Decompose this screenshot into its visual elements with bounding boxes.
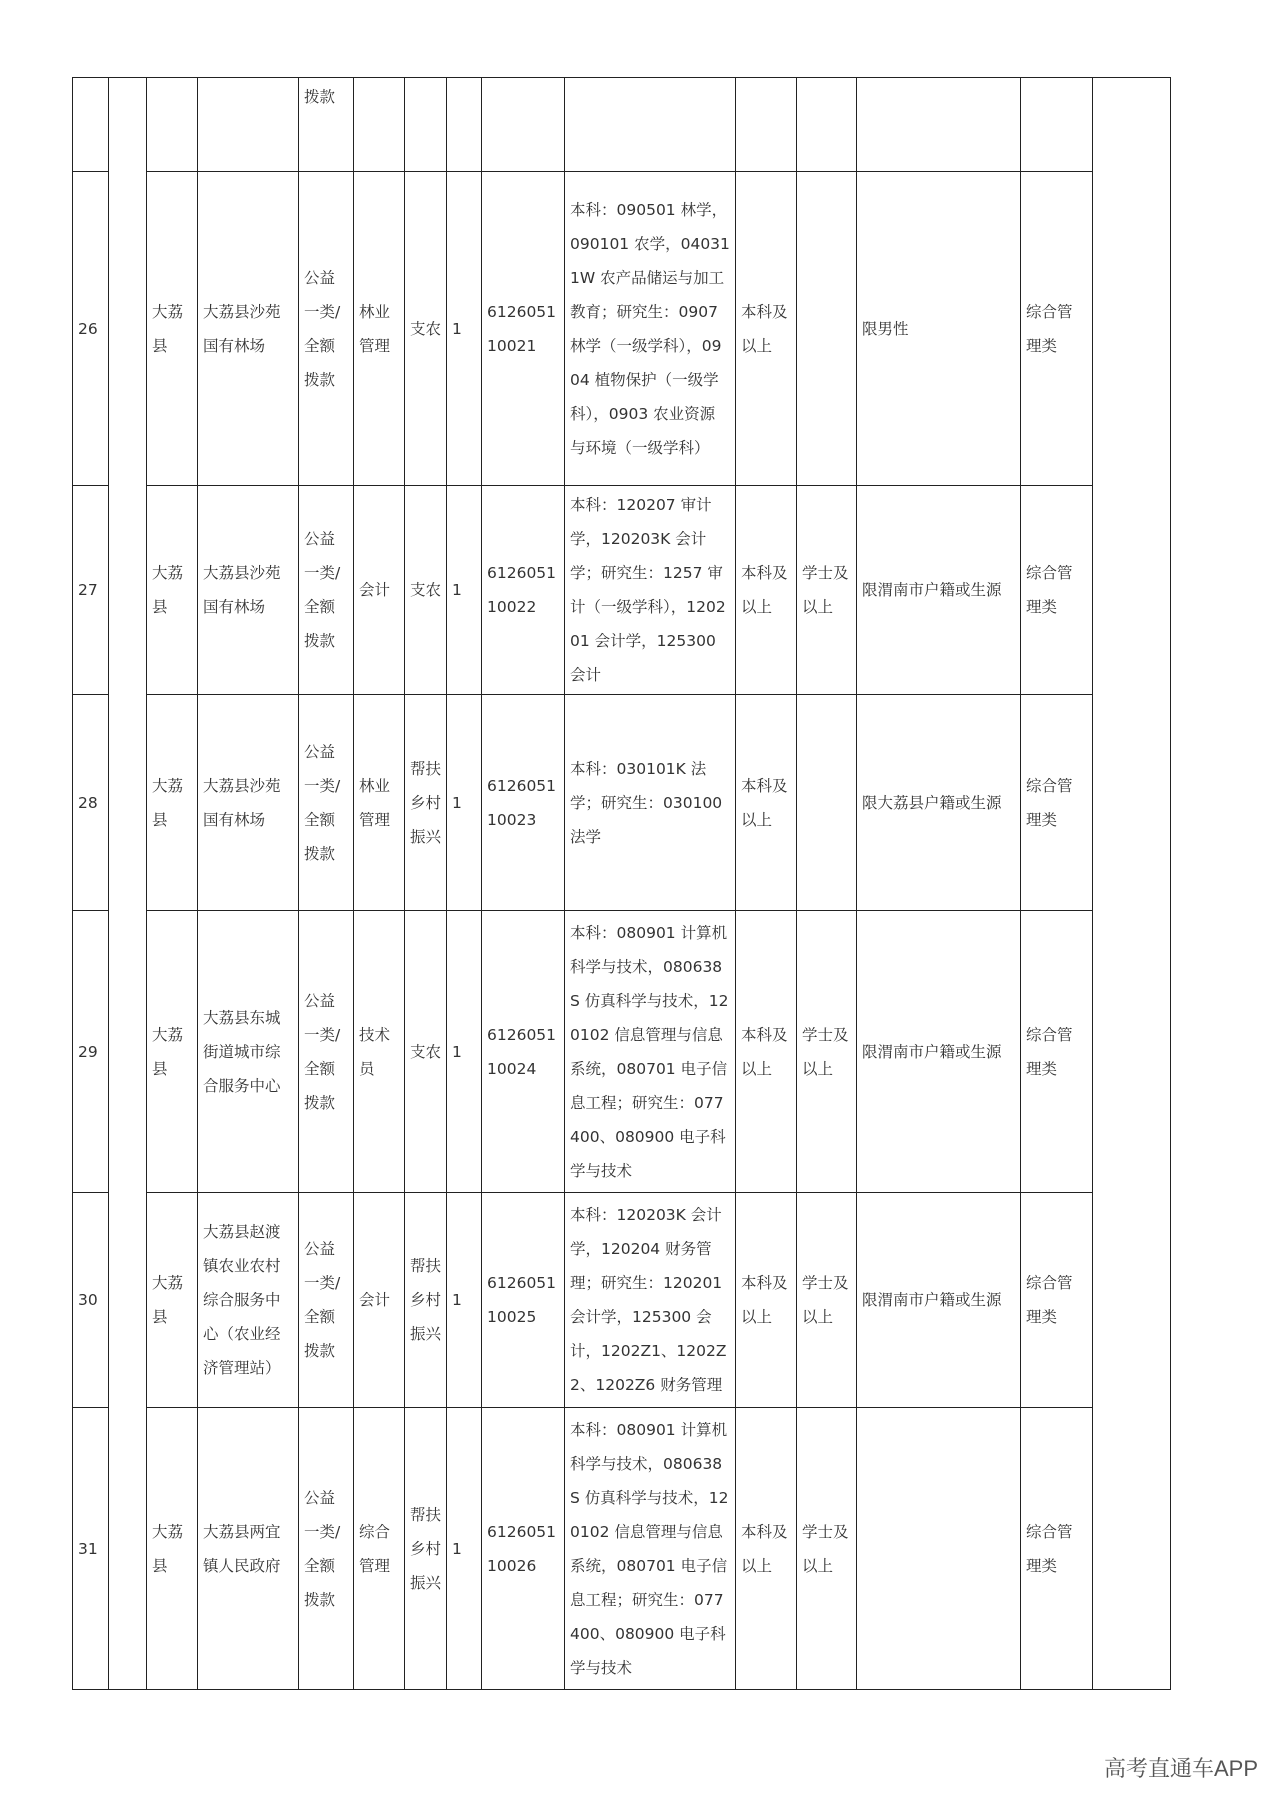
cell-position: 会计 [354,1193,405,1408]
cell-county: 大荔县 [147,1408,198,1690]
cell-degree: 学士及以上 [797,1408,857,1690]
cell-unit: 大荔县沙苑国有林场 [198,695,299,911]
table-row [73,172,1171,486]
cell-category: 综合管理类 [1021,1193,1093,1408]
cell-plan: 帮扶乡村振兴 [405,695,447,911]
cell-no: 26 [73,172,109,486]
cell-other: 限渭南市户籍或生源 [857,1193,1021,1408]
cell-degree [797,695,857,911]
cell-major: 本科：090501 林学，090101 农学，040311W 农产品储运与加工教育；研究生：0907 林学（一级学科），0904 植物保护（一级学科），0903 农业资源与环境（一级学科） [565,172,736,486]
cell-plan: 帮扶乡村振兴 [405,1193,447,1408]
cell-count: 1 [447,172,482,486]
cell-plan: 支农 [405,172,447,486]
cell-no [73,78,109,172]
cell-county: 大荔县 [147,911,198,1193]
job-table [72,77,1171,1690]
cell-count: 1 [447,911,482,1193]
cell-unit-type: 公益一类/全额拨款 [299,1408,354,1690]
cell-category: 综合管理类 [1021,911,1093,1193]
cell-no: 27 [73,486,109,695]
cell-code: 612605110024 [482,911,565,1193]
cell-no: 29 [73,911,109,1193]
cell-county [147,78,198,172]
cell-position: 技术员 [354,911,405,1193]
cell-code: 612605110023 [482,695,565,911]
cell-category [1021,78,1093,172]
watermark: 高考直通车APP [1103,1756,1258,1781]
cell-code: 612605110026 [482,1408,565,1690]
cell-education: 本科及以上 [736,172,797,486]
cell-major: 本科：030101K 法学；研究生：030100 法学 [565,695,736,911]
cell-unit-type: 公益一类/全额拨款 [299,695,354,911]
cell-plan: 支农 [405,486,447,695]
cell-position: 林业管理 [354,172,405,486]
cell-plan [405,78,447,172]
cell-unit: 大荔县沙苑国有林场 [198,486,299,695]
cell-unit-type: 拨款 [299,78,354,172]
cell-unit-type: 公益一类/全额拨款 [299,486,354,695]
table-row [73,1193,1171,1408]
cell-code: 612605110025 [482,1193,565,1408]
cell-no: 31 [73,1408,109,1690]
cell-unit-type: 公益一类/全额拨款 [299,911,354,1193]
cell-code: 612605110021 [482,172,565,486]
cell-other [857,78,1021,172]
cell-other: 限渭南市户籍或生源 [857,486,1021,695]
cell-plan: 帮扶乡村振兴 [405,1408,447,1690]
cell-degree: 学士及以上 [797,911,857,1193]
cell-education: 本科及以上 [736,1193,797,1408]
cell-no: 30 [73,1193,109,1408]
cell-major [565,78,736,172]
cell-code [482,78,565,172]
cell-unit: 大荔县沙苑国有林场 [198,172,299,486]
cell-unit-type: 公益一类/全额拨款 [299,172,354,486]
cell-county: 大荔县 [147,172,198,486]
cell-count: 1 [447,1193,482,1408]
cell-unit: 大荔县赵渡镇农业农村综合服务中心（农业经济管理站） [198,1193,299,1408]
cell-degree [797,172,857,486]
cell-education: 本科及以上 [736,486,797,695]
cell-education [736,78,797,172]
cell-position: 林业管理 [354,695,405,911]
cell-unit: 大荔县两宜镇人民政府 [198,1408,299,1690]
cell-major: 本科：080901 计算机科学与技术，080638S 仿真科学与技术，120102 信息管理与信息系统，080701 电子信息工程；研究生：077400、080900 电子科学与技术 [565,911,736,1193]
cell-major: 本科：120207 审计学，120203K 会计学；研究生：1257 审计（一级学科），120201 会计学，125300 会计 [565,486,736,695]
cell-degree: 学士及以上 [797,1193,857,1408]
table-row [73,486,1171,695]
cell-education: 本科及以上 [736,695,797,911]
cell-count: 1 [447,695,482,911]
cell-other: 限渭南市户籍或生源 [857,911,1021,1193]
cell-no: 28 [73,695,109,911]
cell-county: 大荔县 [147,695,198,911]
cell-category: 综合管理类 [1021,695,1093,911]
cell-other: 限大荔县户籍或生源 [857,695,1021,911]
cell-count: 1 [447,486,482,695]
cell-unit: 大荔县东城街道城市综合服务中心 [198,911,299,1193]
cell-category: 综合管理类 [1021,1408,1093,1690]
cell-major: 本科：080901 计算机科学与技术，080638S 仿真科学与技术，120102 信息管理与信息系统，080701 电子信息工程；研究生：077400、080900 电子科学与技术 [565,1408,736,1690]
cell-unit-type: 公益一类/全额拨款 [299,1193,354,1408]
table-row [73,911,1171,1193]
cell-position [354,78,405,172]
cell-education: 本科及以上 [736,911,797,1193]
cell-plan: 支农 [405,911,447,1193]
cell-education: 本科及以上 [736,1408,797,1690]
cell-category: 综合管理类 [1021,486,1093,695]
cell-county: 大荔县 [147,1193,198,1408]
table-row [73,1408,1171,1690]
cell-degree: 学士及以上 [797,486,857,695]
cell-count [447,78,482,172]
cell-degree [797,78,857,172]
cell-position: 综合管理 [354,1408,405,1690]
cell-category: 综合管理类 [1021,172,1093,486]
cell-county: 大荔县 [147,486,198,695]
cell-position: 会计 [354,486,405,695]
cell-code: 612605110022 [482,486,565,695]
cell-count: 1 [447,1408,482,1690]
cell-unit [198,78,299,172]
cell-blank [109,78,147,1690]
cell-blank-end [1093,78,1171,1690]
cell-major: 本科：120203K 会计学，120204 财务管理；研究生：120201 会计学，125300 会计，1202Z1、1202Z2、1202Z6 财务管理 [565,1193,736,1408]
table-row-partial [73,78,1171,172]
table-row [73,695,1171,911]
cell-other: 限男性 [857,172,1021,486]
cell-other [857,1408,1021,1690]
